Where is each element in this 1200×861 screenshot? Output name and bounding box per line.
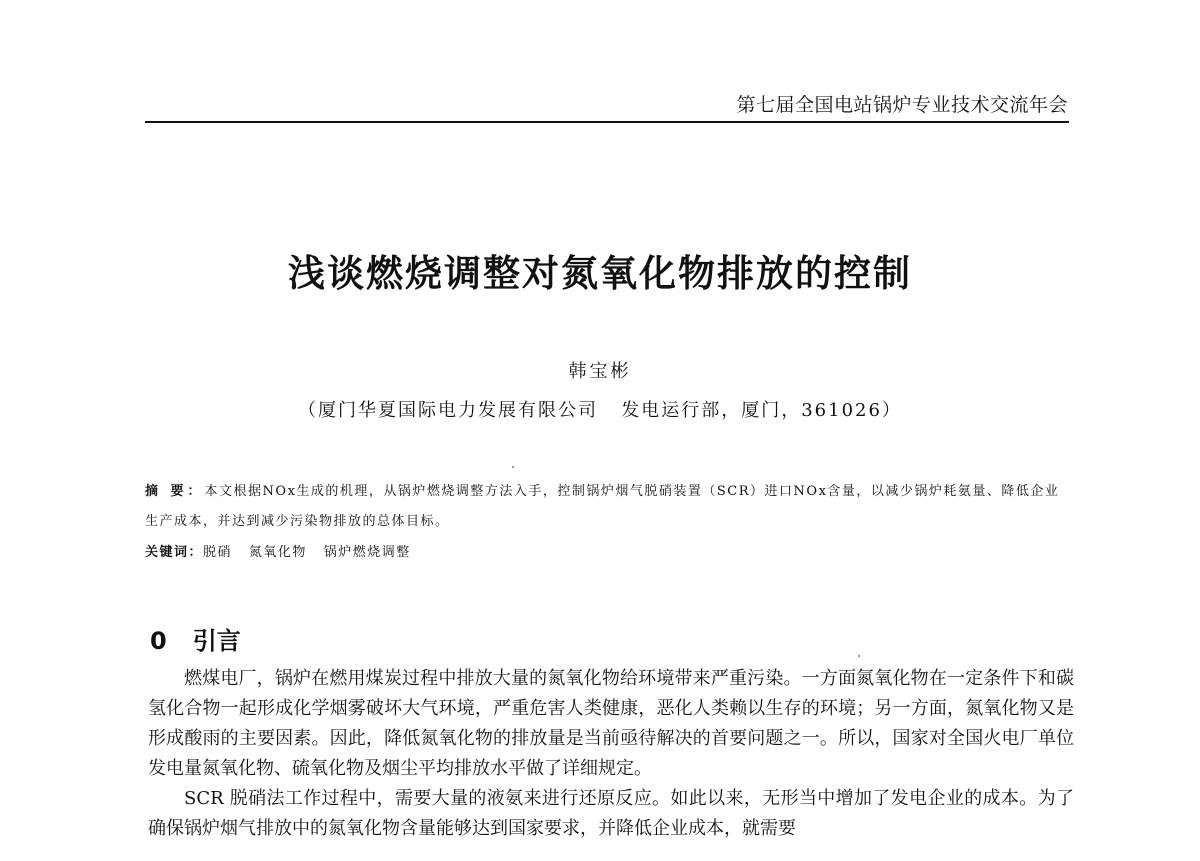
scan-speck: [858, 655, 860, 657]
keywords: [145, 541, 411, 560]
section-title: 引言: [192, 627, 241, 655]
keywords-label: 关键词：: [145, 545, 204, 560]
abstract-text: 本文根据NOx生成的机理，从锅炉燃烧调整方法入手，控制锅炉烟气脱硝装置（SCR）进口NOx含量，以减少锅炉耗氨量、降低企业生产成本，并达到减少污染物排放的总体目标。: [145, 484, 1060, 529]
body-text: [148, 664, 1074, 844]
paragraph: 燃煤电厂，锅炉在燃用煤炭过程中排放大量的氮氧化物给环境带来严重污染。一方面氮氧化物在一定条件下和碳氢化合物一起形成化学烟雾破坏大气环境，严重危害人类健康，恶化人类赖以生存的环境；另一方面，氮氧化物又是形成酸雨的主要因素。因此，降低氮氧化物的排放量是当前亟待解决的首要问题之一。所以，国家对全国火电厂单位发电量氮氧化物、硫氧化物及烟尘平均排放水平做了详细规定。: [148, 668, 1074, 779]
paper-title: 浅谈燃烧调整对氮氧化物排放的控制: [288, 252, 912, 295]
scan-speck: [512, 466, 514, 468]
keywords-text: 脱硝 氮氧化物 锅炉燃烧调整: [203, 545, 411, 560]
section-number: 0: [150, 627, 167, 655]
paragraph: SCR 脱硝法工作过程中，需要大量的液氨来进行还原反应。如此以来，无形当中增加了发电企业的成本。为了确保锅炉烟气排放中的氮氧化物含量能够达到国家要求，并降低企业成本，就需要: [148, 788, 1074, 839]
running-header: 第七届全国电站锅炉专业技术交流年会: [736, 94, 1068, 116]
author-affiliation: （厦门华夏国际电力发展有限公司 发电运行部，厦门，361026）: [298, 400, 902, 421]
header-rule: [145, 121, 1069, 123]
abstract-label: 摘 要：: [145, 484, 205, 499]
abstract: [145, 477, 1073, 537]
author-name: 韩宝彬: [568, 361, 632, 382]
section-heading: [150, 621, 241, 656]
